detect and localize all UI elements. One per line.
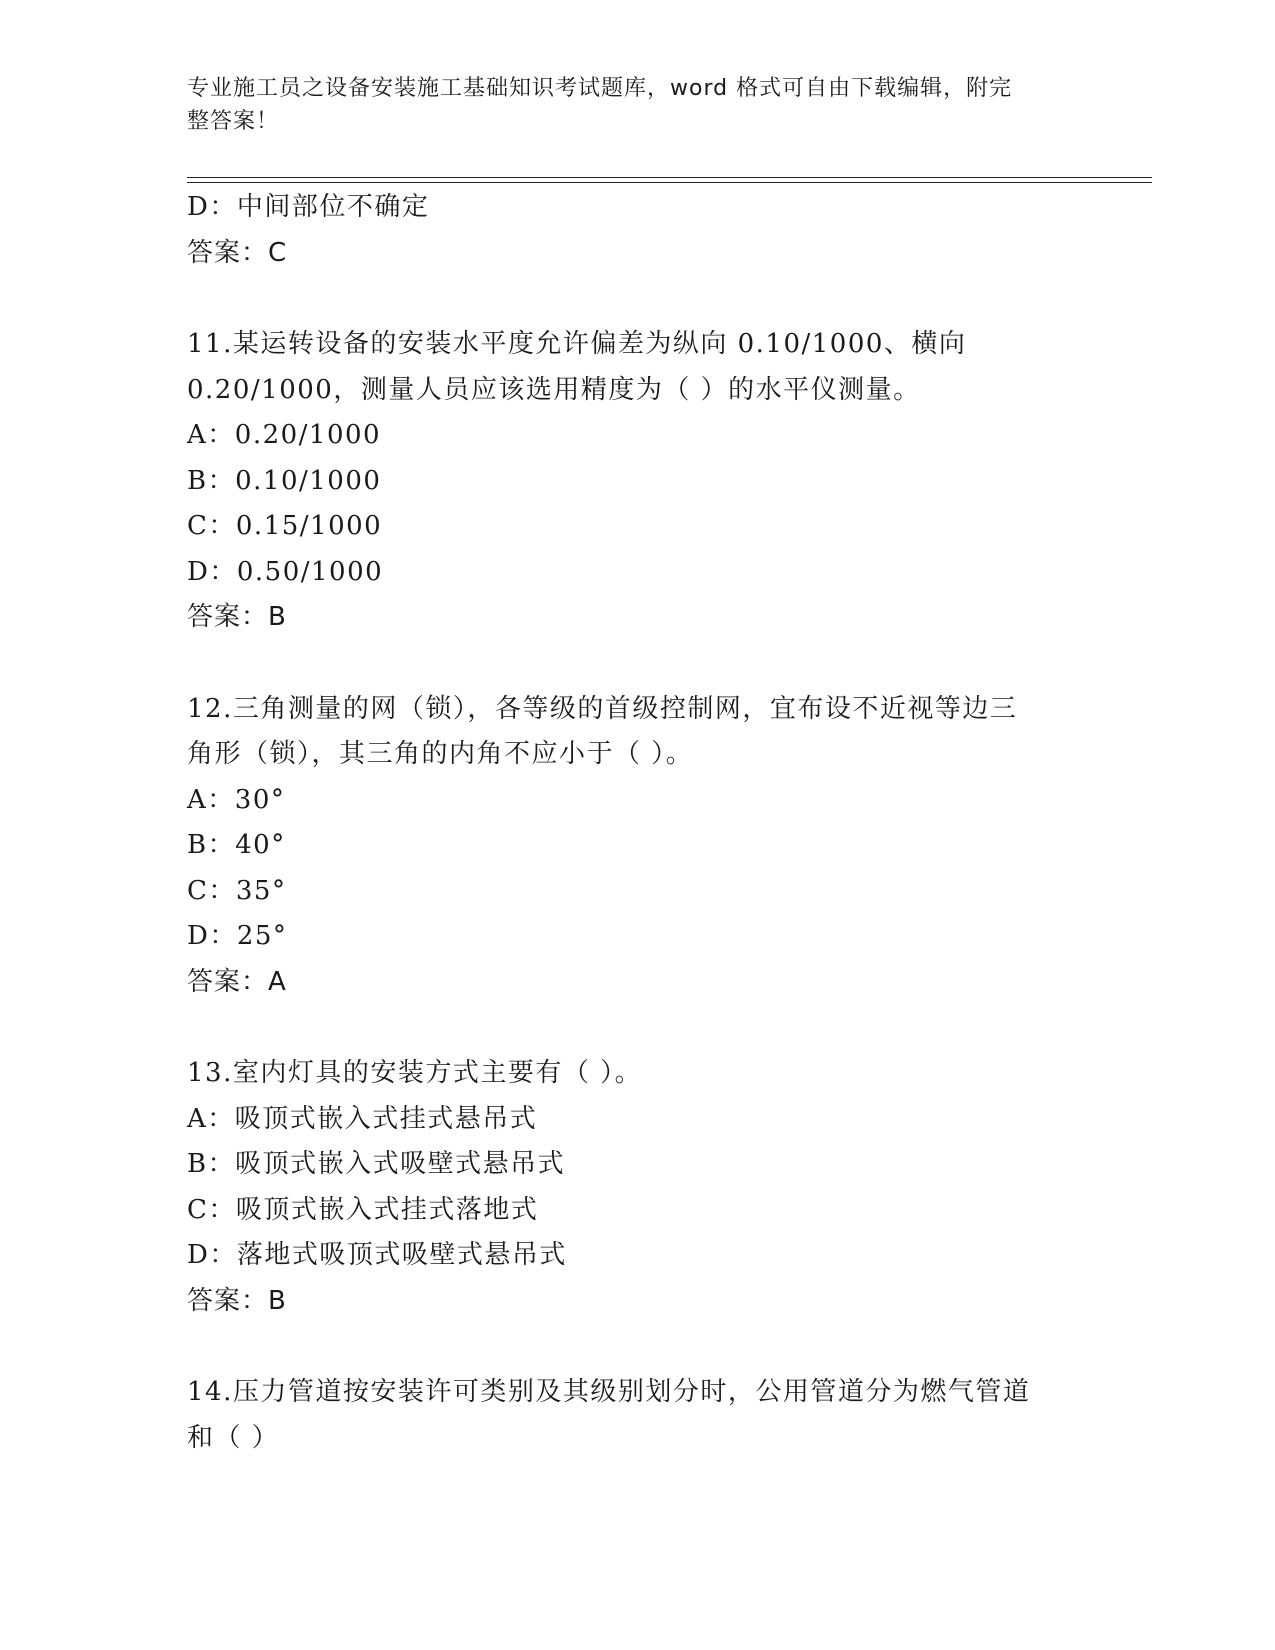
option-b: B：40° xyxy=(187,830,286,860)
answer-line: 答案：C xyxy=(187,237,288,268)
option-a: A：吸顶式嵌入式挂式悬吊式 xyxy=(187,1103,538,1134)
answer-line: 答案：B xyxy=(187,602,287,632)
question-11 xyxy=(187,322,1087,641)
question-stem-line-2: 角形（锁），其三角的内角不应小于（ ）。 xyxy=(187,739,694,769)
option-a: A：0.20/1000 xyxy=(187,420,382,450)
question-12 xyxy=(187,687,1087,1006)
question-stem-line-2: 0.20/1000，测量人员应该选用精度为（ ）的水平仪测量。 xyxy=(187,374,921,405)
option-b: B：0.10/1000 xyxy=(187,465,382,496)
answer-line: 答案：A xyxy=(187,966,287,997)
option-d: D：0.50/1000 xyxy=(187,556,384,587)
header-divider-top xyxy=(187,177,1152,178)
option-a: A：30° xyxy=(187,784,286,815)
option-c: C：吸顶式嵌入式挂式落地式 xyxy=(187,1194,539,1225)
question-stem-line-1: 14.压力管道按安装许可类别及其级别划分时，公用管道分为燃气管道 xyxy=(187,1377,1031,1407)
header-title-line-1: 专业施工员之设备安装施工基础知识考试题库，word 格式可自由下载编辑，附完 xyxy=(187,76,1013,101)
previous-question-tail xyxy=(187,185,1087,276)
question-13 xyxy=(187,1051,1087,1324)
option-b: B：吸顶式嵌入式吸壁式悬吊式 xyxy=(187,1149,566,1179)
document-header xyxy=(187,72,1067,138)
header-title-line-2: 整答案！ xyxy=(187,109,280,134)
option-c: C：0.15/1000 xyxy=(187,511,383,541)
option-d: D：落地式吸顶式吸壁式悬吊式 xyxy=(187,1240,567,1270)
option-d: D：中间部位不确定 xyxy=(187,192,430,222)
option-c: C：35° xyxy=(187,875,287,906)
question-stem-line-1: 12.三角测量的网（锁），各等级的首级控制网，宜布设不近视等边三 xyxy=(187,693,1018,724)
option-d: D：25° xyxy=(187,921,288,951)
answer-line: 答案：B xyxy=(187,1285,287,1316)
question-stem-line-1: 13.室内灯具的安装方式主要有（ ）。 xyxy=(187,1058,643,1088)
question-14 xyxy=(187,1370,1087,1461)
header-divider-bottom xyxy=(187,182,1152,183)
question-stem-line-2: 和（ ） xyxy=(187,1422,280,1453)
question-stem-line-1: 11.某运转设备的安装水平度允许偏差为纵向 0.10/1000、横向 xyxy=(187,329,967,359)
document-body xyxy=(187,185,1087,1461)
